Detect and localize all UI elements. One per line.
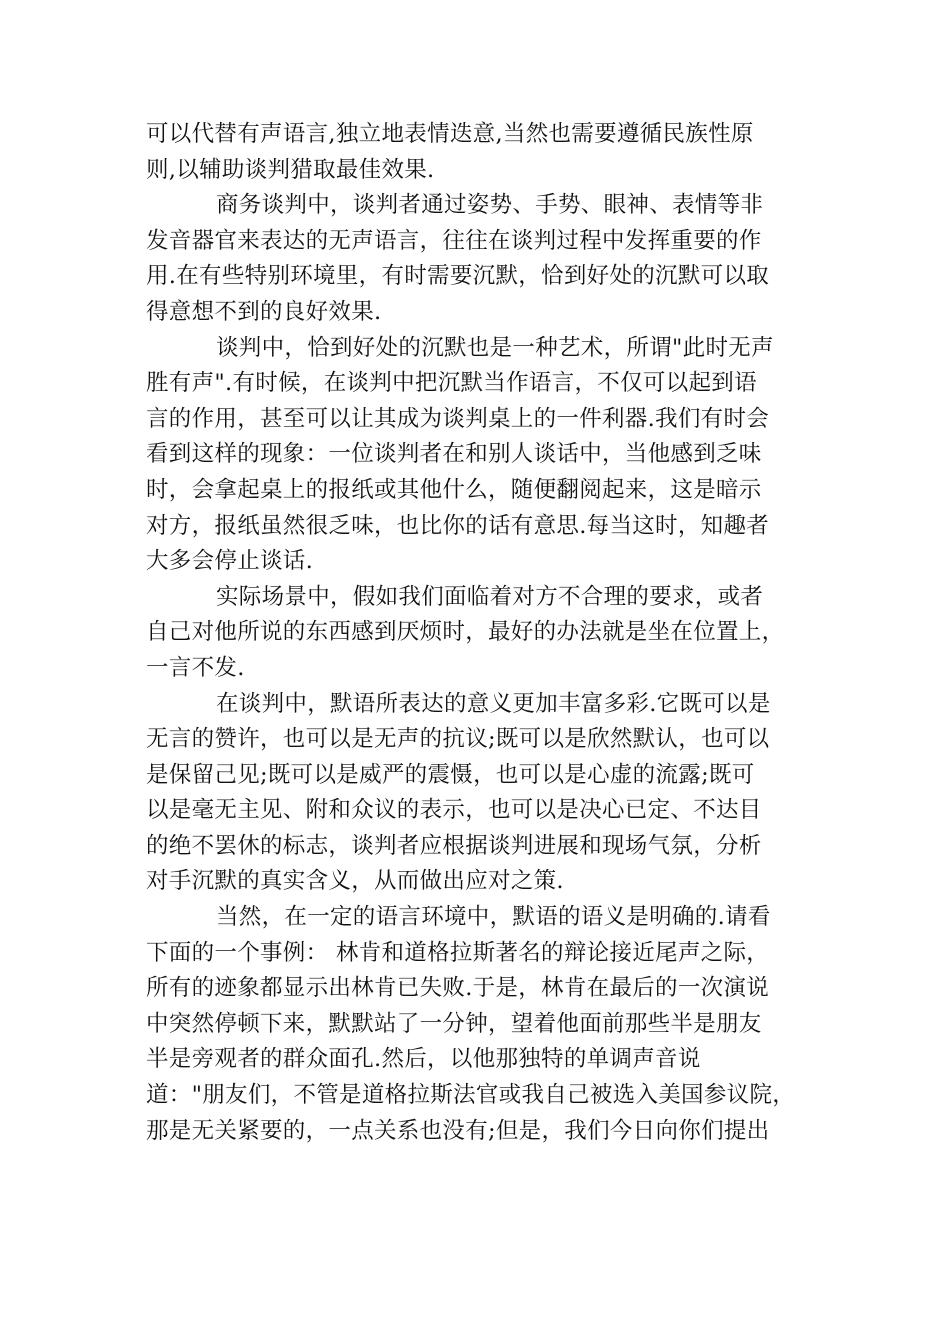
text-line: 用.在有些特别环境里，有时需要沉默，恰到好处的沉默可以取 — [146, 263, 770, 290]
text-line: 看到这样的现象：一位谈判者在和别人谈话中，当他感到乏味 — [146, 441, 762, 468]
text-line: 当然，在一定的语言环境中，默语的语义是明确的.请看 — [216, 904, 771, 931]
text-line: 胜有声".有时候，在谈判中把沉默当作语言，不仅可以起到语 — [146, 370, 757, 397]
text-line: 大多会停止谈话. — [146, 548, 314, 575]
text-line: 言的作用，甚至可以让其成为谈判桌上的一件利器.我们有时会 — [146, 405, 770, 432]
text-line: 时，会拿起桌上的报纸或其他什么，随便翻阅起来，这是暗示 — [146, 476, 762, 503]
text-line: 对手沉默的真实含义，从而做出应对之策. — [146, 868, 564, 895]
text-line: 谈判中，恰到好处的沉默也是一种艺术，所谓"此时无声 — [216, 334, 774, 361]
text-line: 商务谈判中，谈判者通过姿势、手势、眼神、表情等非 — [216, 192, 764, 219]
text-line: 以是毫无主见、附和众议的表示，也可以是决心已定、不达目 — [146, 797, 762, 824]
text-line: 则,以辅助谈判猎取最佳效果. — [146, 156, 435, 183]
text-line: 所有的迹象都显示出林肯已失败.于是，林肯在最后的一次演说 — [146, 975, 770, 1002]
body-text — [146, 117, 811, 1149]
text-line: 得意想不到的良好效果. — [146, 298, 382, 325]
text-line: 下面的一个事例： 林肯和道格拉斯著名的辩论接近尾声之际， — [146, 939, 770, 966]
text-line: 中突然停顿下来，默默站了一分钟，望着他面前那些半是朋友 — [146, 1010, 762, 1037]
text-line: 自己对他所说的东西感到厌烦时，最好的办法就是坐在位置上， — [146, 619, 785, 646]
text-line: 那是无关紧要的，一点关系也没有;但是，我们今日向你们提出 — [146, 1117, 770, 1144]
text-line: 发音器官来表达的无声语言，往往在谈判过程中发挥重要的作 — [146, 227, 762, 254]
text-line: 是保留己见;既可以是威严的震慑，也可以是心虚的流露;既可 — [146, 761, 755, 788]
text-line: 无言的赞许，也可以是无声的抗议;既可以是欣然默认，也可以 — [146, 726, 770, 753]
text-line: 一言不发. — [146, 654, 245, 681]
text-line: 半是旁观者的群众面孔.然后，以他那独特的单调声音说 — [146, 1046, 701, 1073]
text-line: 实际场景中，假如我们面临着对方不合理的要求，或者 — [216, 583, 764, 610]
text-line: 可以代替有声语言,独立地表情迭意,当然也需要遵循民族性原 — [146, 121, 754, 147]
text-line: 对方，报纸虽然很乏味，也比你的话有意思.每当这时，知趣者 — [146, 512, 770, 539]
text-line: 的绝不罢休的标志，谈判者应根据谈判进展和现场气氛，分析 — [146, 832, 762, 859]
text-line: 在谈判中，默语所表达的意义更加丰富多彩.它既可以是 — [216, 690, 771, 717]
text-line: 道："朋友们，不管是道格拉斯法官或我自己被选入美国参议院， — [146, 1082, 796, 1109]
